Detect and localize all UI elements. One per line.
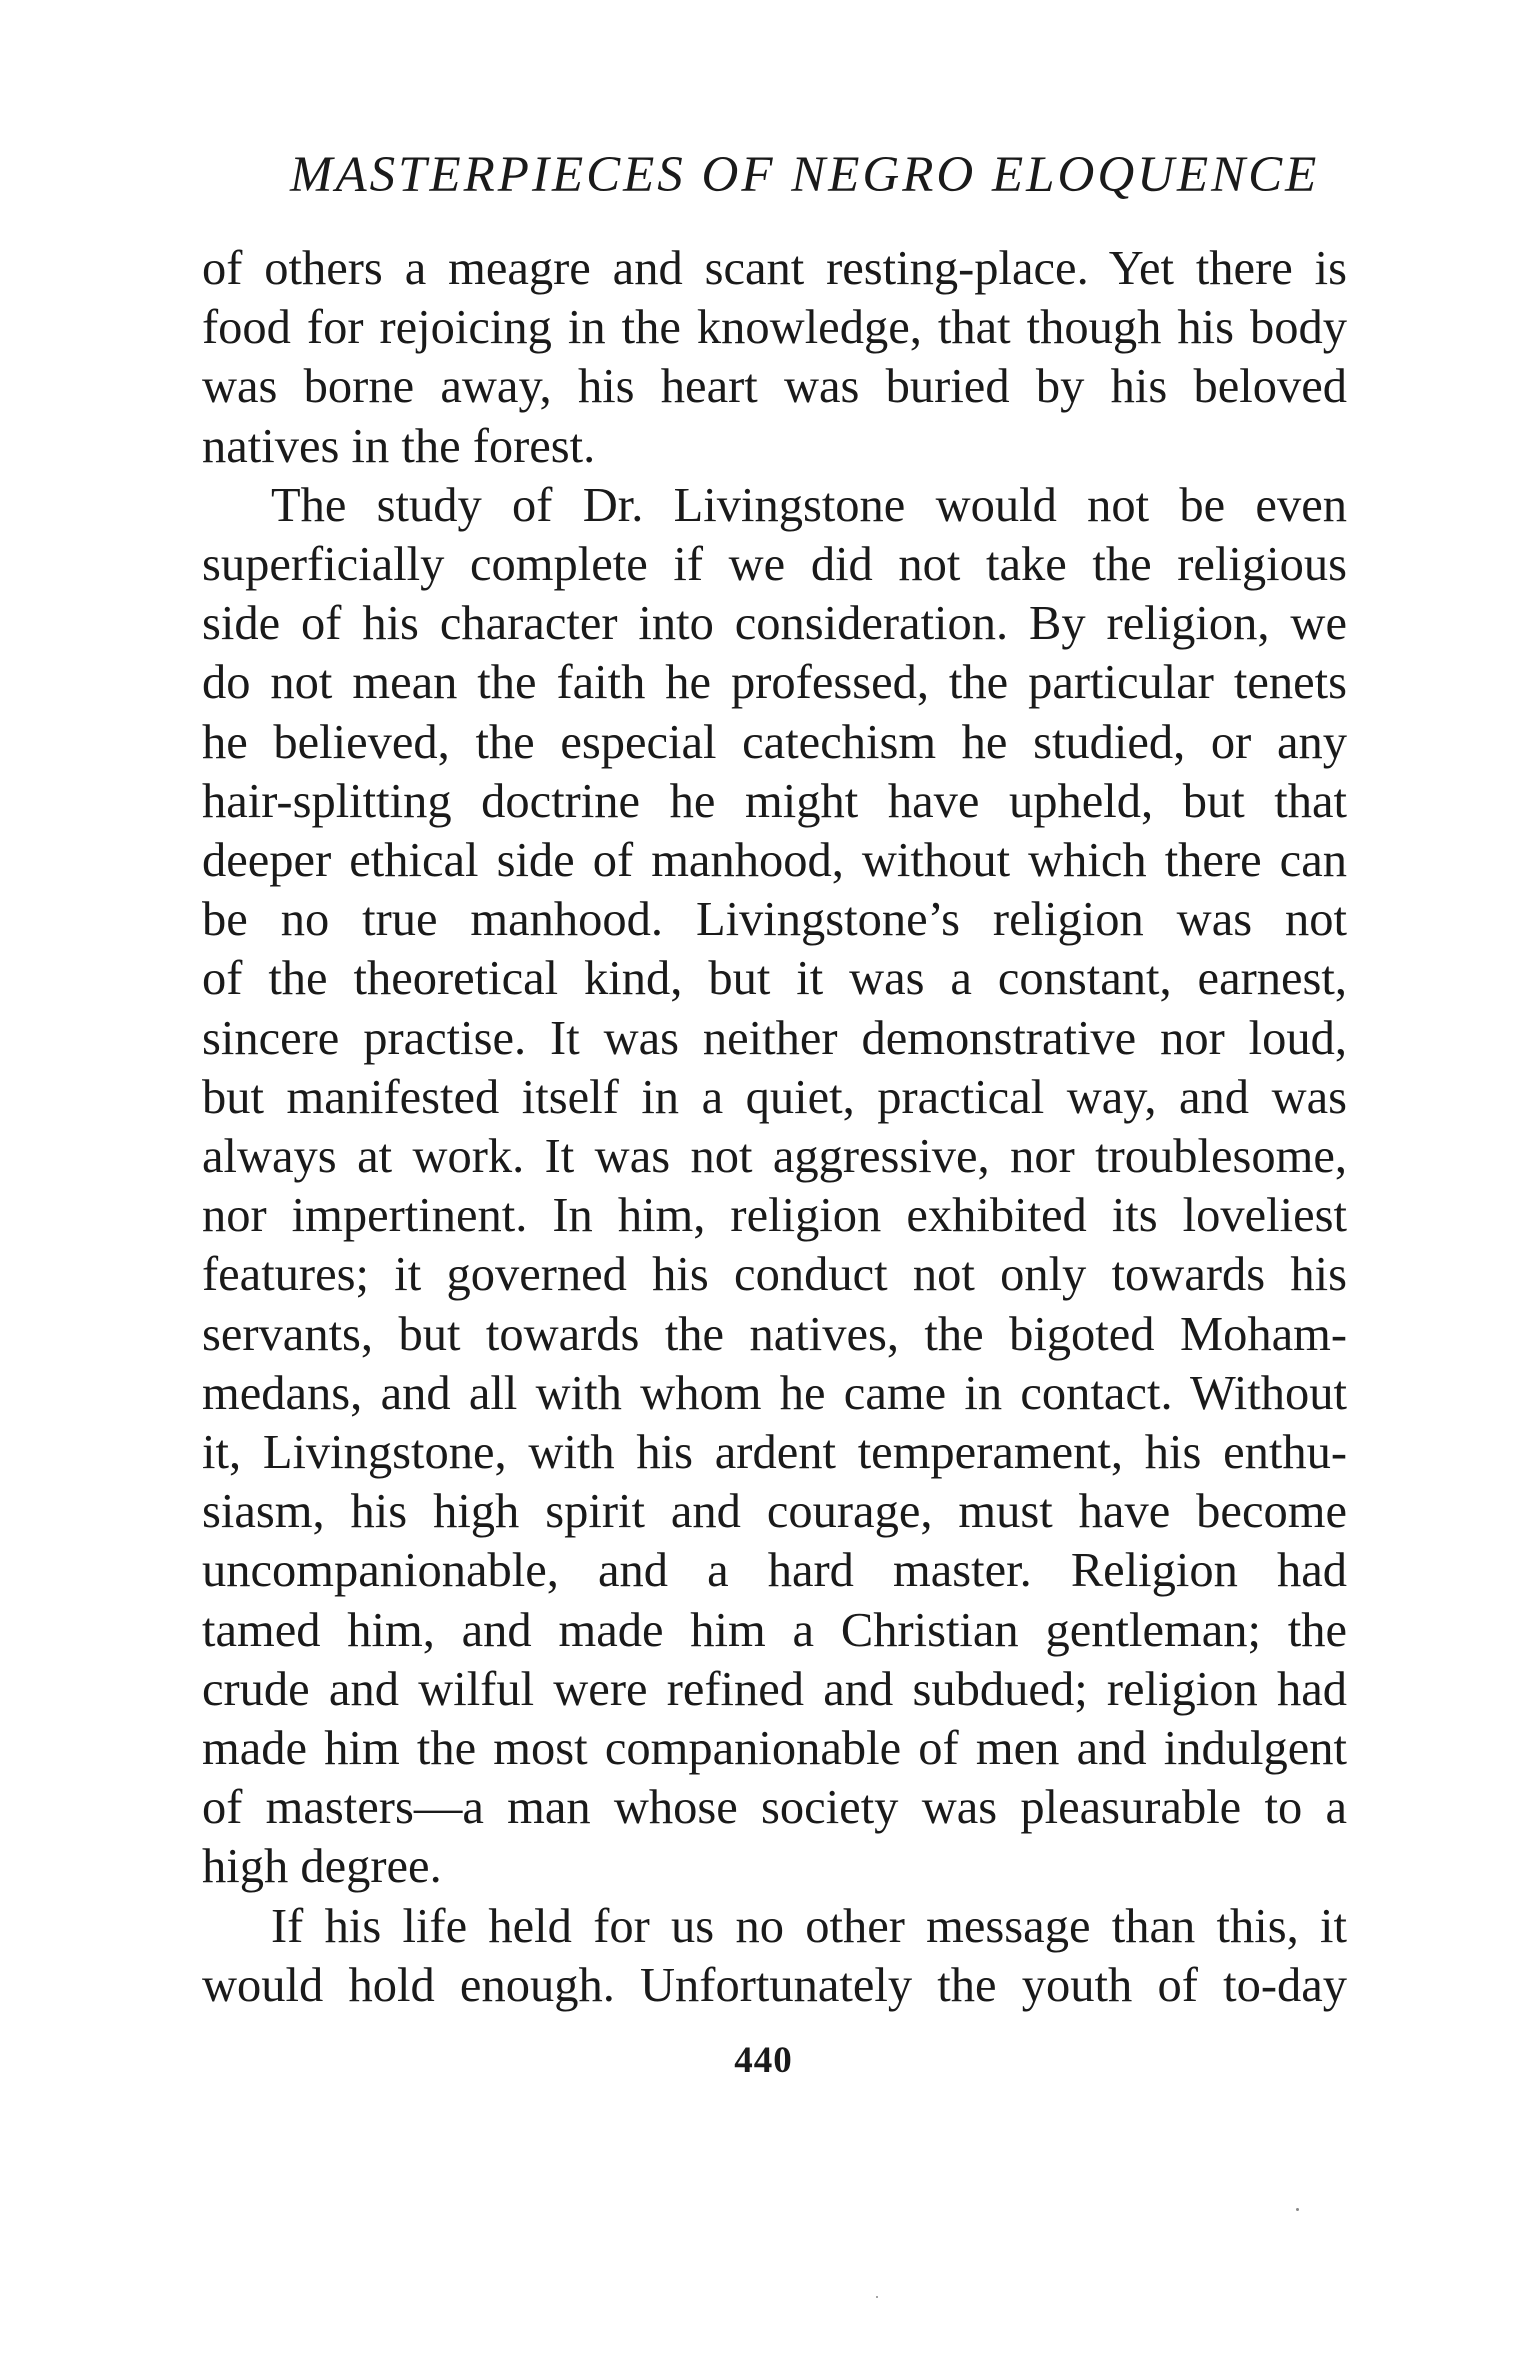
text-line: servants, but towards the natives, the bigoted Moham-: [202, 1307, 1347, 1361]
paragraph-2: [202, 476, 1347, 1897]
text-line: medans, and all with whom he came in contact. Without: [202, 1366, 1347, 1420]
text-line: features; it governed his conduct not only towards his: [202, 1248, 1347, 1302]
text-line: of masters—a man whose society was pleasurable to a: [202, 1781, 1347, 1835]
paper-speck: [876, 2296, 878, 2298]
text-line: be no true manhood. Livingstone’s religion was not: [202, 893, 1347, 947]
text-line: would hold enough. Unfortunately the youth of to-day: [202, 1958, 1347, 2012]
text-line: nor impertinent. In him, religion exhibited its loveliest: [202, 1189, 1347, 1243]
text-line: always at work. It was not aggressive, nor troublesome,: [202, 1130, 1347, 1184]
text-line: natives in the forest.: [202, 419, 596, 473]
text-line: was borne away, his heart was buried by his beloved: [202, 360, 1347, 414]
text-line: it, Livingstone, with his ardent temperament, his enthu-: [202, 1426, 1347, 1480]
text-line: hair-splitting doctrine he might have upheld, but that: [202, 774, 1347, 828]
text-line: crude and wilful were refined and subdued; religion had: [202, 1662, 1347, 1716]
text-line: high degree.: [202, 1840, 442, 1894]
text-line: do not mean the faith he professed, the particular tenets: [202, 656, 1347, 710]
text-line: siasm, his high spirit and courage, must have become: [202, 1485, 1347, 1539]
paragraph-3: [202, 1897, 1347, 2015]
paragraph-1: [202, 239, 1347, 476]
running-head: MASTERPIECES OF NEGRO ELOQUENCE: [290, 147, 1320, 203]
body-text: [202, 239, 1347, 2015]
text-line: but manifested itself in a quiet, practical way, and was: [202, 1070, 1347, 1124]
text-line: If his life held for us no other message than this, it: [271, 1899, 1347, 1953]
text-line: uncompanionable, and a hard master. Religion had: [202, 1544, 1347, 1598]
text-line: tamed him, and made him a Christian gentleman; the: [202, 1603, 1347, 1657]
text-line: sincere practise. It was neither demonstrative nor loud,: [202, 1011, 1347, 1065]
text-line: he believed, the especial catechism he studied, or any: [202, 715, 1347, 769]
text-line: of others a meagre and scant resting-place. Yet there is: [202, 242, 1347, 295]
page-number: 440: [734, 2040, 793, 2081]
text-line: side of his character into consideration. By religion, we: [202, 597, 1347, 651]
text-line: food for rejoicing in the knowledge, that though his body: [202, 301, 1347, 355]
paper-speck: [1296, 2208, 1299, 2211]
text-line: made him the most companionable of men and indulgent: [202, 1722, 1347, 1776]
text-line: deeper ethical side of manhood, without which there can: [202, 834, 1347, 888]
text-line: The study of Dr. Livingstone would not be even: [271, 478, 1347, 532]
text-line: superficially complete if we did not take the religious: [202, 538, 1347, 592]
text-line: of the theoretical kind, but it was a constant, earnest,: [202, 952, 1347, 1006]
